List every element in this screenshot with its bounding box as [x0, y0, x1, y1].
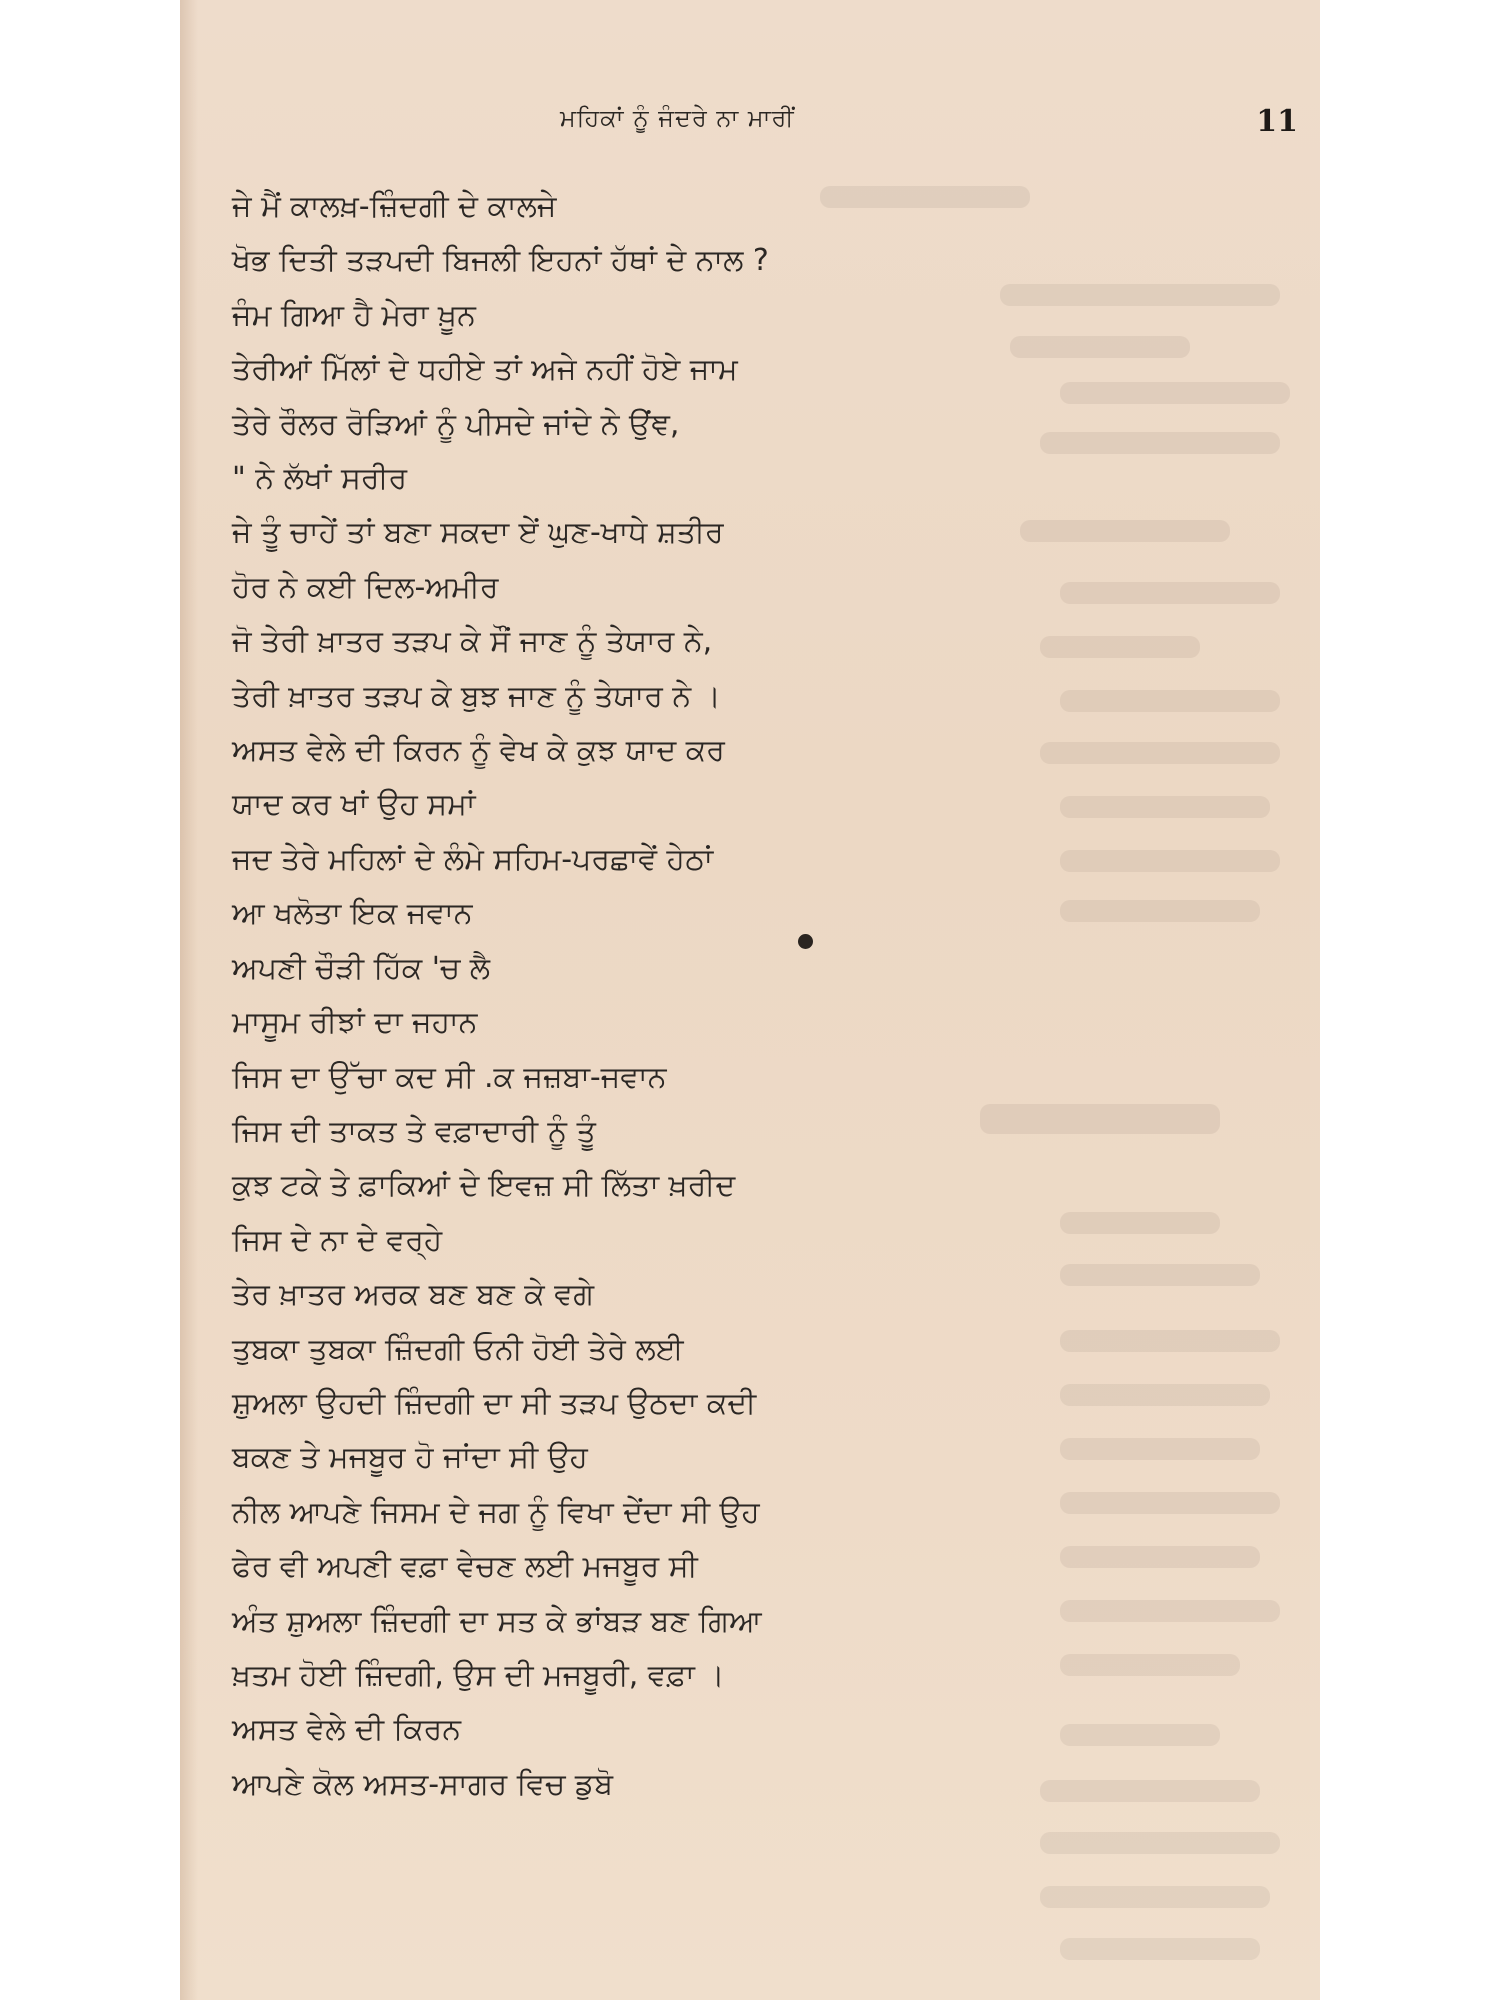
poem-line: ਸ਼ੁਅਲਾ ਉਹਦੀ ਜ਼ਿੰਦਗੀ ਦਾ ਸੀ ਤੜਪ ਉਠਦਾ ਕਦੀ — [232, 1385, 757, 1421]
poem-line: ਜੇ ਤੂੰ ਚਾਹੇਂ ਤਾਂ ਬਣਾ ਸਕਦਾ ਏਂ ਘੁਣ-ਖਾਧੇ ਸ਼ਤੀਰ — [232, 515, 724, 551]
poem-line: ਤੇਰੀਆਂ ਮਿੱਲਾਂ ਦੇ ਧਹੀਏ ਤਾਂ ਅਜੇ ਨਹੀਂ ਹੋਏ ਜਾਮ — [232, 352, 738, 388]
poem-line: ਜਦ ਤੇਰੇ ਮਹਿਲਾਂ ਦੇ ਲੰਮੇ ਸਹਿਮ-ਪਰਛਾਵੇਂ ਹੇਠਾਂ — [232, 841, 714, 877]
poem-line: " ਨੇ ਲੱਖਾਂ ਸਰੀਰ — [232, 461, 408, 497]
poem-line: ਖ਼ਤਮ ਹੋਈ ਜ਼ਿੰਦਗੀ, ਉਸ ਦੀ ਮਜਬੂਰੀ, ਵਫ਼ਾ । — [232, 1657, 725, 1693]
poem-line: ਜਿਸ ਦੀ ਤਾਕਤ ਤੇ ਵਫ਼ਾਦਾਰੀ ਨੂੰ ਤੂੰ — [232, 1113, 596, 1149]
poem-line: ਤੇਰ ਖ਼ਾਤਰ ਅਰਕ ਬਣ ਬਣ ਕੇ ਵਗੇ — [232, 1277, 594, 1313]
poem-line: ਜੰਮ ਗਿਆ ਹੈ ਮੇਰਾ ਖ਼ੂਨ — [232, 297, 476, 333]
book-page — [180, 0, 1320, 2000]
poem-body — [232, 180, 1272, 1812]
poem-line: ਤੁਬਕਾ ਤੁਬਕਾ ਜ਼ਿੰਦਗੀ ਓਨੀ ਹੋਈ ਤੇਰੇ ਲਈ — [232, 1331, 684, 1367]
poem-line: ਅੰਤ ਸ਼ੁਅਲਾ ਜ਼ਿੰਦਗੀ ਦਾ ਸਤ ਕੇ ਭਾਂਬੜ ਬਣ ਗਿਆ — [232, 1603, 762, 1639]
poem-line: ਆਪਣੇ ਕੋਲ ਅਸਤ-ਸਾਗਰ ਵਿਚ ਡੁਬੋ — [232, 1766, 614, 1802]
poem-line: ਅਪਣੀ ਚੌੜੀ ਹਿੱਕ 'ਚ ਲੈ — [232, 950, 490, 986]
poem-line: ਜਿਸ ਦਾ ਉੱਚਾ ਕਦ ਸੀ .ਕ ਜਜ਼ਬਾ-ਜਵਾਨ — [232, 1059, 667, 1095]
poem-line: ਅਸਤ ਵੇਲੇ ਦੀ ਕਿਰਨ ਨੂੰ ਵੇਖ ਕੇ ਕੁਝ ਯਾਦ ਕਰ — [232, 733, 725, 769]
poem-line: ਤੇਰੇ ਰੌਲਰ ਰੋੜਿਆਂ ਨੂੰ ਪੀਸਦੇ ਜਾਂਦੇ ਨੇ ਉਂਞ, — [232, 406, 680, 442]
page-number: 11 — [1256, 104, 1298, 139]
poem-line: ਮਾਸੂਮ ਰੀਝਾਂ ਦਾ ਜਹਾਨ — [232, 1005, 478, 1041]
poem-line: ਆ ਖਲੋਤਾ ਇਕ ਜਵਾਨ — [232, 896, 473, 932]
poem-line: ਜਿਸ ਦੇ ਨਾ ਦੇ ਵਰ੍ਹੇ — [232, 1222, 443, 1258]
poem-line: ਖੋਭ ਦਿਤੀ ਤੜਪਦੀ ਬਿਜਲੀ ਇਹਨਾਂ ਹੱਥਾਂ ਦੇ ਨਾਲ ? — [232, 243, 769, 279]
page-gutter-shadow — [180, 0, 198, 2000]
poem-line: ਯਾਦ ਕਰ ਖਾਂ ਉਹ ਸਮਾਂ — [232, 787, 476, 823]
poem-line: ਤੇਰੀ ਖ਼ਾਤਰ ਤੜਪ ਕੇ ਬੁਝ ਜਾਣ ਨੂੰ ਤੇਯਾਰ ਨੇ । — [232, 678, 721, 714]
running-title: ਮਹਿਕਾਂ ਨੂੰ ਜੰਦਰੇ ਨਾ ਮਾਰੀਂ — [560, 104, 795, 132]
poem-line: ਜੋ ਤੇਰੀ ਖ਼ਾਤਰ ਤੜਪ ਕੇ ਸੌਂ ਜਾਣ ਨੂੰ ਤੇਯਾਰ ਨੇ, — [232, 624, 713, 660]
poem-line: ਅਸਤ ਵੇਲੇ ਦੀ ਕਿਰਨ — [232, 1712, 462, 1748]
poem-line: ਬਕਣ ਤੇ ਮਜਬੂਰ ਹੋ ਜਾਂਦਾ ਸੀ ਉਹ — [232, 1440, 588, 1476]
ink-blot — [798, 934, 813, 949]
poem-line: ਨੀਲ ਆਪਣੇ ਜਿਸਮ ਦੇ ਜਗ ਨੂੰ ਵਿਖਾ ਦੇਂਦਾ ਸੀ ਉਹ — [232, 1494, 760, 1530]
poem-line: ਫੇਰ ਵੀ ਅਪਣੀ ਵਫ਼ਾ ਵੇਚਣ ਲਈ ਮਜਬੂਰ ਸੀ — [232, 1549, 698, 1585]
poem-line: ਜੇ ਮੈਂ ਕਾਲਖ਼-ਜ਼ਿੰਦਗੀ ਦੇ ਕਾਲਜੇ — [232, 189, 557, 224]
poem-line: ਕੁਝ ਟਕੇ ਤੇ ਫ਼ਾਕਿਆਂ ਦੇ ਇਵਜ਼ ਸੀ ਲਿੱਤਾ ਖ਼ਰੀਦ — [232, 1168, 736, 1204]
poem-line: ਹੋਰ ਨੇ ਕਈ ਦਿਲ-ਅਮੀਰ — [232, 569, 499, 605]
